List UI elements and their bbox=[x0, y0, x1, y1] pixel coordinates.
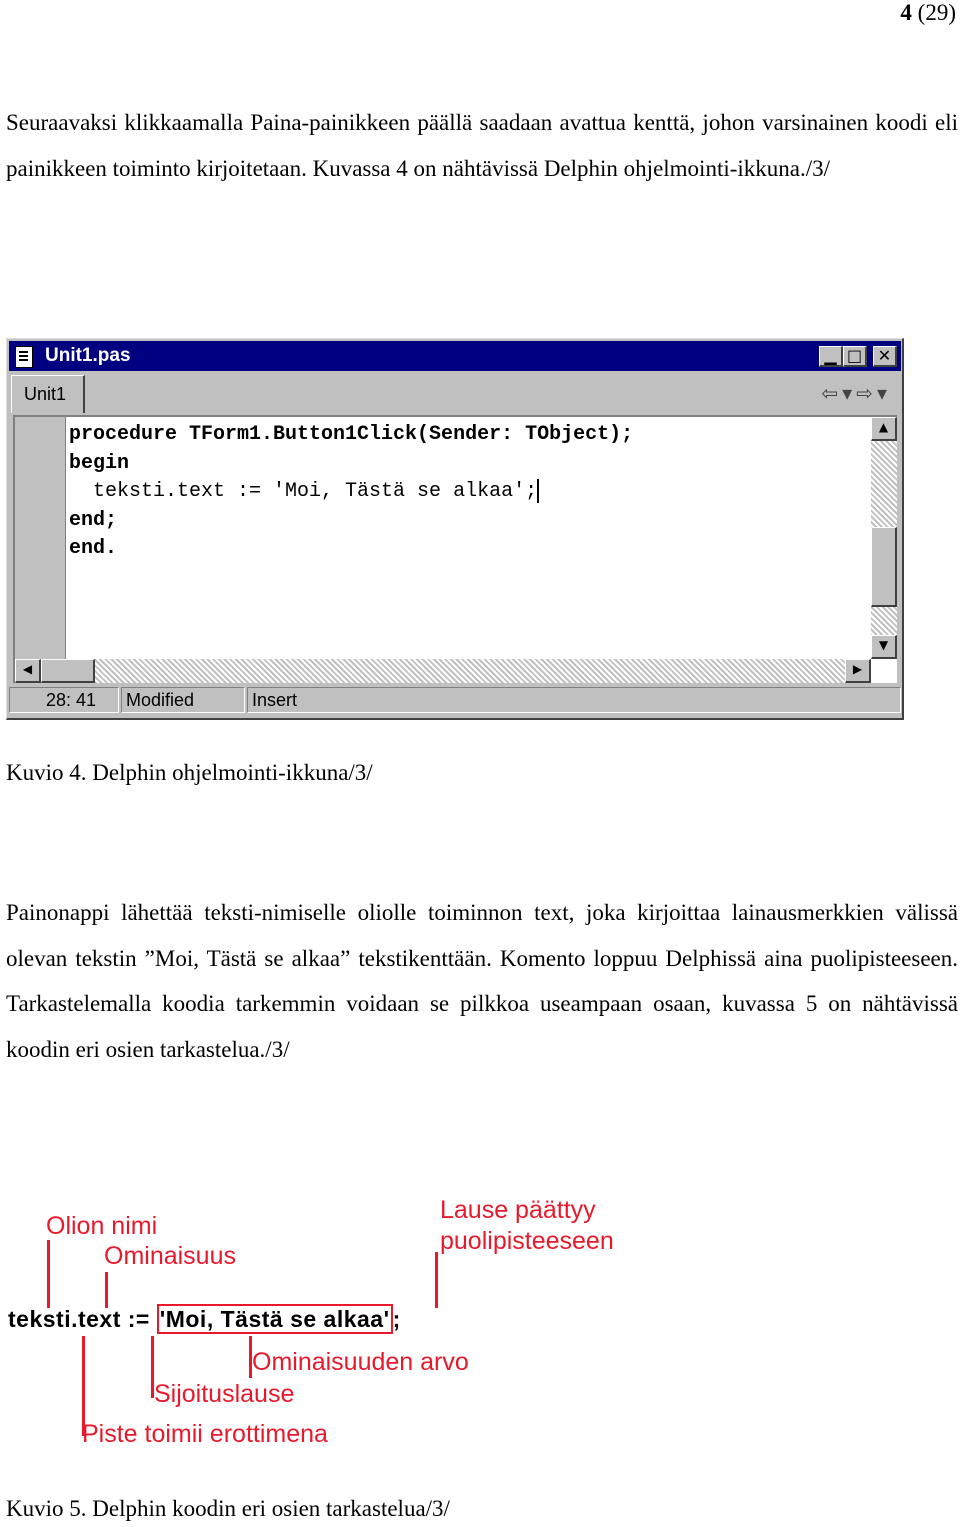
statement-prefix: teksti.text := bbox=[8, 1306, 157, 1332]
tab-unit1[interactable]: Unit1 bbox=[11, 375, 85, 413]
label-piste: Piste toimii erottimena bbox=[82, 1420, 328, 1448]
horizontal-scrollbar[interactable] bbox=[15, 659, 871, 683]
label-ominaisuus: Ominaisuus bbox=[104, 1242, 236, 1270]
code-line-6: end. bbox=[69, 537, 118, 560]
line-lause-paattyy bbox=[435, 1252, 438, 1308]
horizontal-scroll-thumb[interactable] bbox=[41, 659, 95, 683]
page-number-bold: 4 bbox=[900, 0, 912, 25]
status-mode: Insert bbox=[247, 687, 901, 713]
scroll-right-icon[interactable]: ▶ bbox=[845, 659, 871, 683]
figure-5-caption: Kuvio 5. Delphin koodin eri osien tarkastelua/3/ bbox=[6, 1496, 450, 1521]
scroll-left-icon[interactable]: ◀ bbox=[15, 659, 41, 683]
text-caret bbox=[537, 479, 539, 503]
line-olion-nimi bbox=[47, 1240, 50, 1308]
editor-gutter bbox=[15, 417, 66, 683]
page-number bbox=[900, 0, 956, 26]
title-bar bbox=[9, 341, 901, 371]
paragraph-2: Painonappi lähettää teksti-nimiselle oliolle toiminnon text, joka kirjoittaa lainausmerkkien välissä olevan tekstin ”Moi, Tästä se alkaa” tekstikenttään. Komento loppuu Delphissä aina puolipisteeseen. Tarkastelemalla koodia tarkemmin voidaan se pilkkoa useampaan osaan, kuvassa 5 on nähtävissä koodin eri osien tarkastelua./3/ bbox=[6, 900, 958, 1062]
code-line-1: procedure TForm1.Button1Click(Sender: TObject); bbox=[69, 423, 634, 446]
paragraph-1: Seuraavaksi klikkaamalla Paina-painikkeen päällä saadaan avattua kenttä, johon varsinainen koodi eli painikkeen toiminto kirjoitetaan. Kuvassa 4 on nähtävissä Delphin ohjelmointi-ikkuna./3/ bbox=[6, 110, 958, 181]
code-editor[interactable] bbox=[13, 415, 897, 683]
code-line-4: end; bbox=[69, 508, 118, 532]
statement-semicolon: ; bbox=[392, 1306, 401, 1332]
code-text bbox=[69, 421, 633, 564]
delphi-editor-window bbox=[6, 338, 904, 720]
vertical-scroll-thumb[interactable] bbox=[871, 527, 897, 607]
code-annotation-figure bbox=[6, 1196, 646, 1452]
code-line-2: begin bbox=[69, 451, 130, 475]
label-olion-nimi: Olion nimi bbox=[46, 1212, 158, 1240]
line-ominaisuus bbox=[105, 1272, 108, 1308]
scroll-up-icon[interactable]: ▲ bbox=[871, 417, 897, 441]
status-position: 28: 41 bbox=[9, 687, 119, 713]
statement-value-box: 'Moi, Tästä se alkaa' bbox=[157, 1304, 393, 1334]
page-number-total: (29) bbox=[917, 0, 956, 25]
label-sijoituslause: Sijoituslause bbox=[154, 1380, 295, 1408]
maximize-icon[interactable]: □ bbox=[843, 346, 867, 367]
status-modified: Modified bbox=[121, 687, 245, 713]
label-lause-paattyy: Lause päättyy bbox=[440, 1196, 596, 1224]
file-icon bbox=[15, 346, 33, 368]
vertical-scrollbar[interactable] bbox=[871, 417, 897, 659]
figure-4-caption: Kuvio 4. Delphin ohjelmointi-ikkuna/3/ bbox=[6, 760, 373, 785]
code-line-3: teksti.text := 'Moi, Tästä se alkaa'; bbox=[69, 480, 538, 503]
minimize-icon[interactable]: ▁ bbox=[819, 346, 843, 367]
label-ominaisuuden-arvo: Ominaisuuden arvo bbox=[252, 1348, 469, 1376]
close-icon[interactable]: ✕ bbox=[873, 346, 897, 367]
window-title: Unit1.pas bbox=[45, 345, 131, 366]
nav-arrows-icon[interactable]: ⇦▾⇨▾ bbox=[821, 381, 891, 405]
annotated-statement bbox=[8, 1306, 401, 1333]
tab-strip bbox=[9, 373, 901, 413]
status-bar bbox=[9, 687, 901, 715]
scroll-down-icon[interactable]: ▼ bbox=[871, 635, 897, 659]
label-puolipisteeseen: puolipisteeseen bbox=[440, 1227, 614, 1255]
